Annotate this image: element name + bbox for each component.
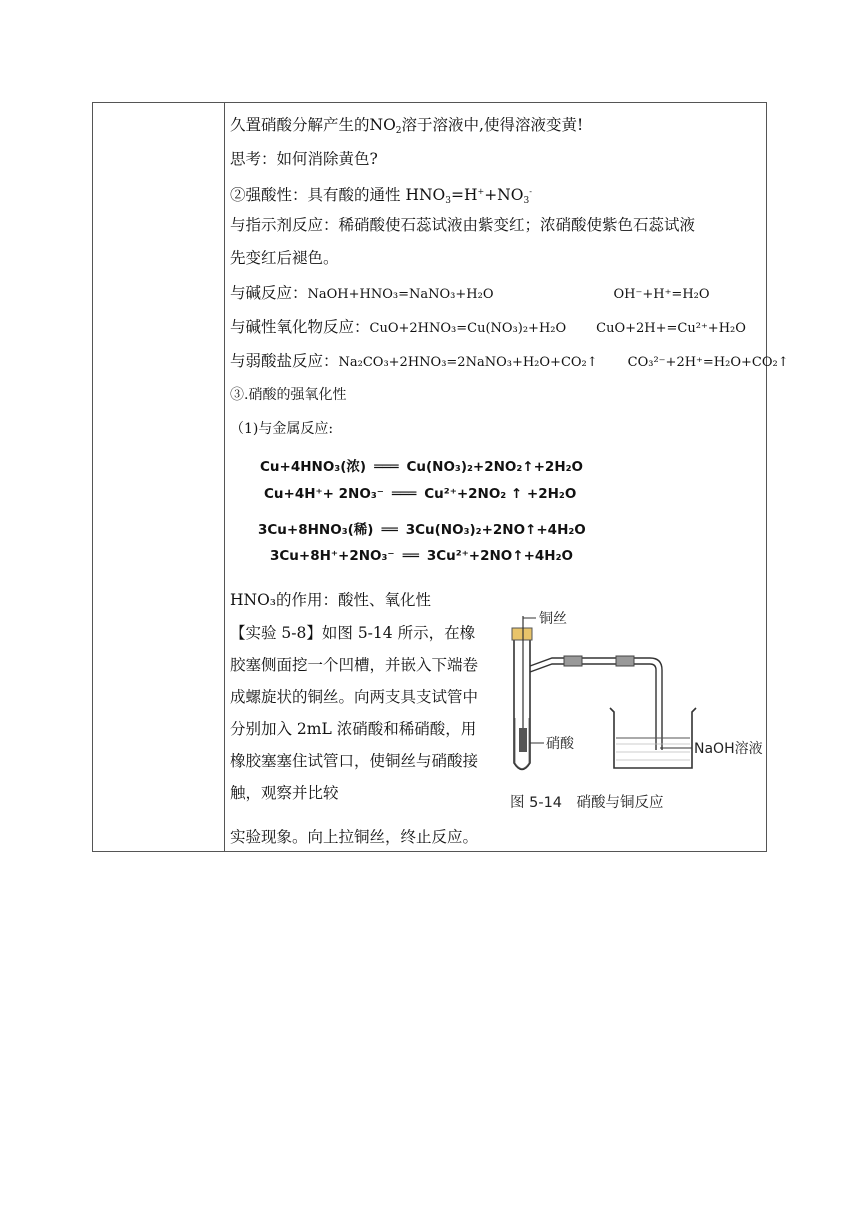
line-oxide-reaction: 与碱性氧化物反应：CuO+2HNO₃=Cu(NO₃)₂+H₂O CuO+2H+=Cu²⁺+H₂O <box>230 318 746 336</box>
equation-1: Cu+4HNO₃(浓) ═══ Cu(NO₃)₂+2NO₂↑+2H₂O <box>260 459 584 475</box>
equation-4: 3Cu+8H⁺+2NO₃⁻ ══ 3Cu²⁺+2NO↑+4H₂O <box>270 548 573 564</box>
equation-2: Cu+4H⁺+ 2NO₃⁻ ═══ Cu²⁺+2NO₂ ↑ +2H₂O <box>264 486 577 502</box>
lesson-table <box>92 102 789 852</box>
line-metal-reaction-heading: （1)与金属反应: <box>230 421 334 437</box>
experiment-text-end: 实验现象。向上拉铜丝，终止反应。 <box>230 828 479 846</box>
line-nitric-role: HNO₃的作用：酸性、氧化性 <box>230 591 432 609</box>
label-nitric-acid: 硝酸 <box>546 736 574 752</box>
equation-3: 3Cu+8HNO₃(稀) ══ 3Cu(NO₃)₂+2NO↑+4H₂O <box>258 522 586 538</box>
line-think: 思考：如何消除黄色? <box>230 150 378 168</box>
line-indicator-cont: 先变红后褪色。 <box>230 249 339 267</box>
content-cell <box>230 103 789 851</box>
line-base-reaction: 与碱反应：NaOH+HNO₃=NaNO₃+H₂O OH⁻+H⁺=H₂O <box>230 284 710 302</box>
line-indicator: 与指示剂反应：稀硝酸使石蕊试液由紫变红；浓硝酸使紫色石蕊试液 <box>230 216 696 234</box>
apparatus-diagram <box>492 608 772 788</box>
label-copper-wire: 铜丝 <box>539 611 567 627</box>
figure-caption: 图 5-14 硝酸与铜反应 <box>510 795 664 811</box>
left-column-cell <box>93 103 225 851</box>
experiment-figure <box>492 608 772 818</box>
line-strong-acid: ②强酸性：具有酸的通性 $HNO_3=H^++NO_3^-$ <box>230 186 532 206</box>
label-naoh-solution: NaOH溶液 <box>694 741 763 757</box>
experiment-text: 【实验 5-8】如图 5-14 所示，在橡胶塞侧面挖一个凹槽，并嵌入下端卷成螺旋状的铜丝。向两支具支试管中分别加入 2mL 浓硝酸和稀硝酸，用橡胶塞塞住试管口，使铜丝与硝酸接触，观察并比较 <box>230 624 479 802</box>
line-no2-yellow: 久置硝酸分解产生的$NO_2$溶于溶液中,使得溶液变黄! <box>230 116 584 136</box>
line-salt-reaction: 与弱酸盐反应：Na₂CO₃+2HNO₃=2NaNO₃+H₂O+CO₂↑ CO₃²⁻+2H⁺=H₂O+CO₂↑ <box>230 352 789 370</box>
line-oxidizing-heading: ③.硝酸的强氧化性 <box>230 387 347 403</box>
